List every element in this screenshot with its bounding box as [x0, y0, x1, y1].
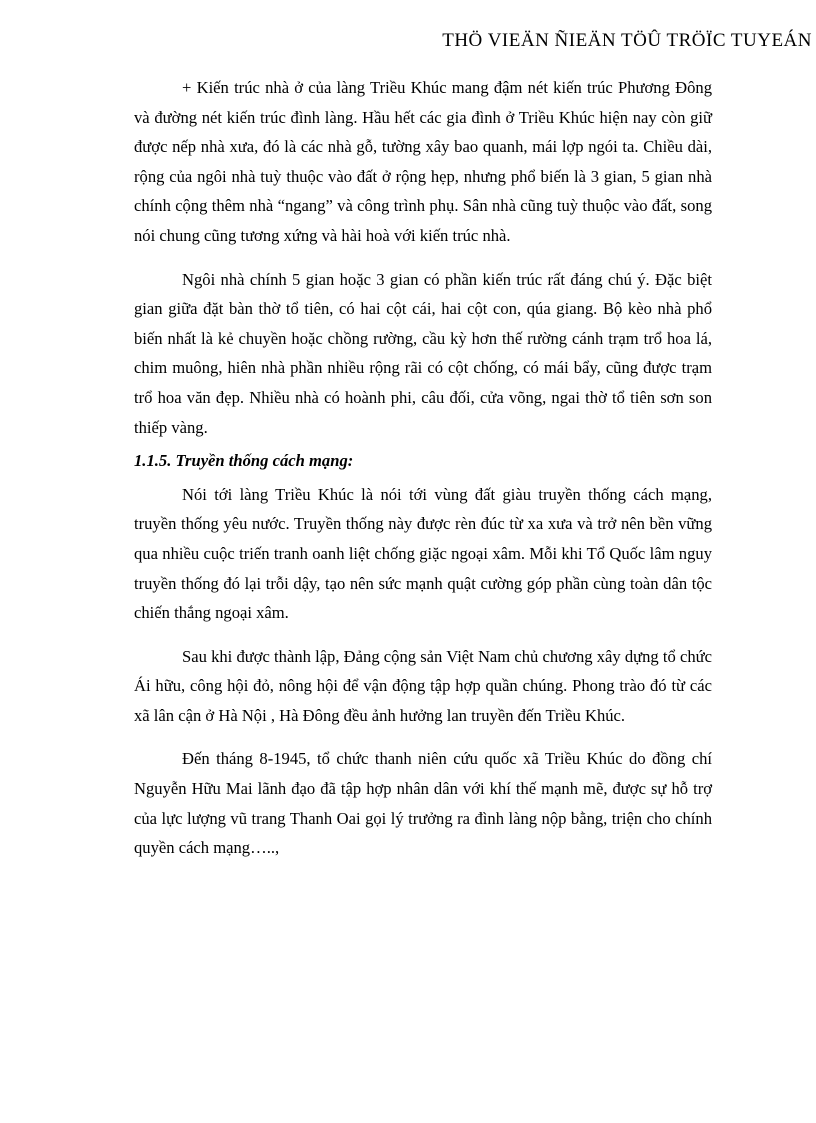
paragraph-revolutionary-tradition: Nói tới làng Triều Khúc là nói tới vùng đất giàu truyền thống cách mạng, truyền thống yêu nước. Truyền thống này được rèn đúc từ xa xưa và trở nên bền vững qua nhiều cuộc triến tranh oanh liệt chống giặc ngoại xâm. Mỗi khi Tổ Quốc lâm nguy truyền thống đó lại trỗi dậy, tạo nên sức mạnh quật cường góp phần cùng toàn dân tộc chiến thắng ngoại xâm.: [134, 484, 712, 623]
paragraph-party-founding: Sau khi được thành lập, Đảng cộng sản Việt Nam chủ chương xây dựng tổ chức Ái hữu, công hội đỏ, nông hội để vận động tập hợp quần chúng. Phong trào đó từ các xã lân cận ở Hà Nội , Hà Đông đều ảnh hưởng lan truyền đến Triều Khúc.: [134, 646, 712, 725]
section-heading: 1.1.5. Truyền thống cách mạng:: [134, 451, 354, 471]
paragraph-architecture: + Kiến trúc nhà ở của làng Triều Khúc mang đậm nét kiến trúc Phương Đông và đường nét kiến trúc đình làng. Hầu hết các gia đình ở Triều Khúc hiện nay còn giữ được nếp nhà xưa, đó là các nhà gỗ, tường xây bao quanh, mái lợp ngói ta. Chiều dài, rộng của ngôi nhà tuỳ thuộc vào đất ở rộng hẹp, nhưng phổ biến là 3 gian, 5 gian nhà chính cộng thêm nhà “ngang” và công trình phụ. Sân nhà cũng tuỳ thuộc vào đất, song nói chung cũng tương xứng và hài hoà với kiến trúc nhà.: [134, 78, 712, 245]
paragraph-august-1945: Đến tháng 8-1945, tổ chức thanh niên cứu quốc xã Triều Khúc do đồng chí Nguyễn Hữu Mai lãnh đạo đã tập hợp nhân dân với khí thế mạnh mẽ, được sự hỗ trợ của lực lượng vũ trang Thanh Oai gọi lý trưởng ra đình làng nộp bằng, triện cho chính quyền cách mạng…..,: [134, 749, 712, 858]
paragraph-main-house: Ngôi nhà chính 5 gian hoặc 3 gian có phần kiến trúc rất đáng chú ý. Đặc biệt gian giữa đặt bàn thờ tổ tiên, có hai cột cái, hai cột con, qúa giang. Bộ kèo nhà phổ biến nhất là kẻ chuyền hoặc chồng rường, cầu kỳ hơn thế rường cánh trạm trổ hoa lá, chim muông, hiên nhà phần nhiều rộng rãi có cột chống, có mái bẩy, cũng được trạm trổ hoa văn đẹp. Nhiều nhà có hoành phi, câu đối, cửa võng, ngai thờ tổ tiên sơn son thiếp vàng.: [134, 269, 712, 437]
page-header-title: THÖ VIEÄN ÑIEÄN TÖÛ TRÖÏC TUYEÁN: [442, 30, 812, 51]
document-body: [134, 73, 712, 877]
